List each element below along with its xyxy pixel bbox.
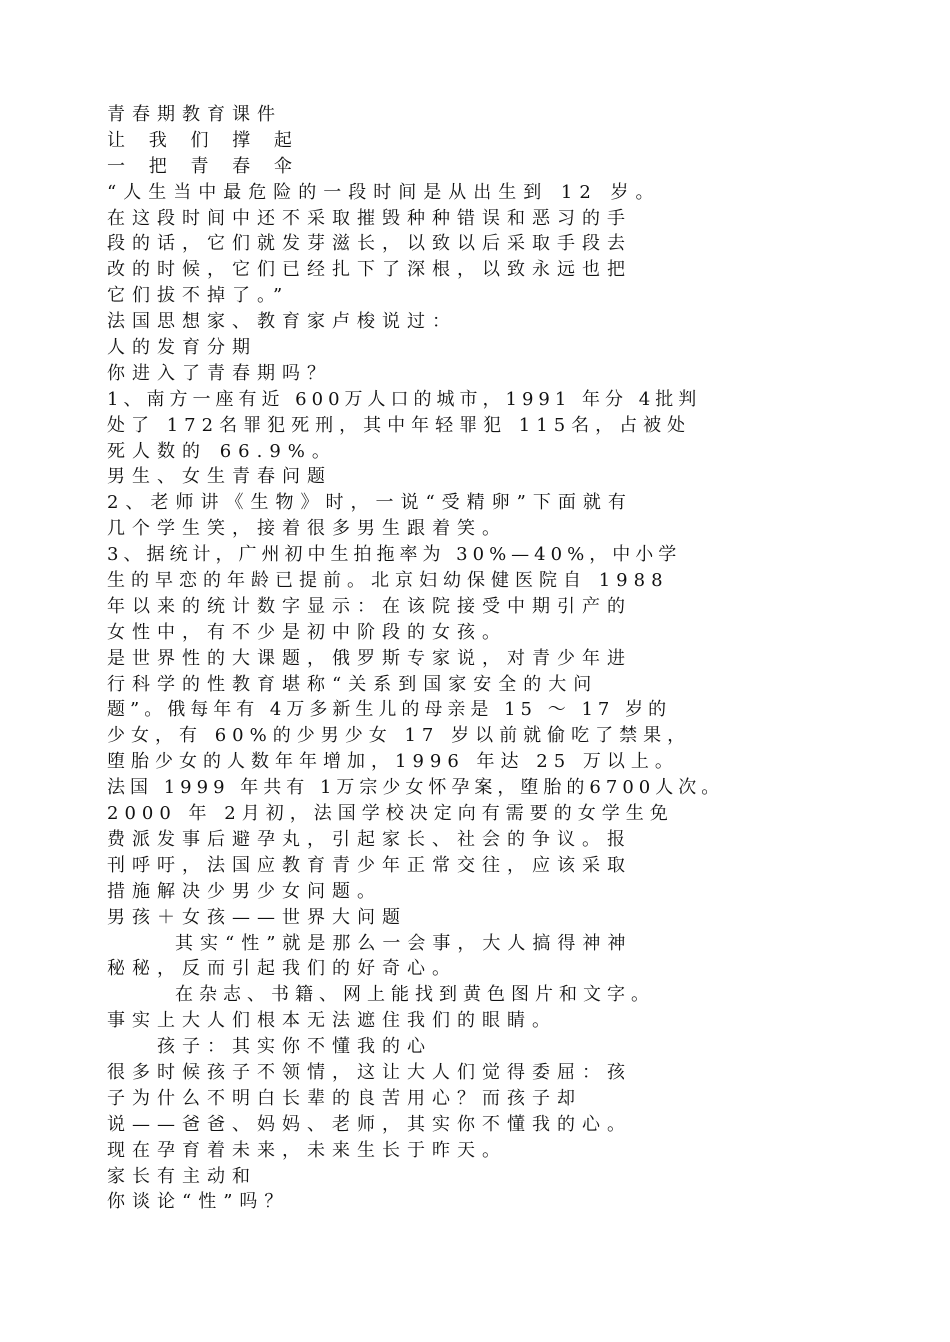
text-line: 女性中，有不少是初中阶段的女孩。	[107, 621, 507, 643]
heading-line: 孩子：其实你不懂我的心	[157, 1036, 432, 1058]
text-line: 2000 年 2月初，法国学校决定向有需要的女学生免	[107, 803, 674, 825]
text-line: 题”。俄每年有 4万多新生儿的母亲是 15 ～ 17 岁的	[107, 699, 672, 721]
text-line: 处了 172名罪犯死刑，其中年轻罪犯 115名，占被处	[107, 414, 692, 436]
text-line: 在杂志、书籍、网上能找到黄色图片和文字。	[175, 984, 655, 1006]
text-line: 很多时候孩子不领情，这让大人们觉得委屈：孩	[107, 1061, 632, 1083]
doc-title: 青春期教育课件	[107, 104, 282, 125]
text-line: 3、据统计，广州初中生拍拖率为 30%—40%，中小学	[107, 544, 682, 566]
text-line: “人生当中最危险的一段时间是从出生到 12 岁。	[107, 181, 661, 203]
text-line: 刊呼吁，法国应教育青少年正常交往，应该采取	[107, 854, 632, 876]
text-line: 在这段时间中还不采取摧毁种种错误和恶习的手	[107, 207, 632, 229]
text-line: 子为什么不明白长辈的良苦用心？而孩子却	[107, 1087, 582, 1109]
heading-line: 男孩＋女孩——世界大问题	[107, 906, 407, 928]
text-line: 事实上大人们根本无法遮住我们的眼睛。	[107, 1010, 557, 1032]
text-line: 你谈论“性”吗？	[107, 1191, 290, 1213]
text-line: 法国 1999 年共有 1万宗少女怀孕案，堕胎的6700人次。	[107, 777, 725, 799]
subtitle-line-1: 让 我 们 撑 起	[107, 129, 301, 151]
text-line: 几个学生笑，接着很多男生跟着笑。	[107, 518, 507, 540]
text-line: 1、南方一座有近 600万人口的城市，1991 年分 4批判	[107, 388, 702, 410]
document-body	[107, 102, 887, 1215]
text-line: 行科学的性教育堪称“关系到国家安全的大问	[107, 673, 599, 695]
text-line: 现在孕育着未来，未来生长于昨天。	[107, 1139, 507, 1161]
text-line: 费派发事后避孕丸，引起家长、社会的争议。报	[107, 828, 632, 850]
heading-line: 你进入了青春期吗？	[107, 362, 332, 384]
text-line: 秘秘，反而引起我们的好奇心。	[107, 958, 457, 980]
text-line: 家长有主动和	[107, 1165, 257, 1187]
text-line: 死人数的 66.9%。	[107, 440, 337, 462]
text-line: 其实“性”就是那么一会事，大人搞得神神	[175, 932, 633, 954]
text-line: 2、老师讲《生物》时，一说“受精卵”下面就有	[107, 492, 633, 514]
text-line: 年以来的统计数字显示：在该院接受中期引产的	[107, 595, 632, 617]
text-line: 它们拔不掉了。”	[107, 285, 290, 307]
text-line: 说——爸爸、妈妈、老师，其实你不懂我的心。	[107, 1113, 632, 1135]
text-line: 是世界性的大课题，俄罗斯专家说，对青少年进	[107, 647, 632, 669]
text-line: 法国思想家、教育家卢梭说过：	[107, 311, 457, 333]
subtitle-line-2: 一 把 青 春 伞	[107, 155, 301, 177]
text-line: 少女，有 60%的少男少女 17 岁以前就偷吃了禁果，	[107, 725, 692, 747]
text-line: 生的早恋的年龄已提前。北京妇幼保健医院自 1988	[107, 570, 669, 592]
text-line: 段的话，它们就发芽滋长，以致以后采取手段去	[107, 233, 632, 255]
heading-line: 男生、女生青春问题	[107, 466, 332, 488]
text-line: 改的时候，它们已经扎下了深根，以致永远也把	[107, 259, 632, 281]
text-line: 措施解决少男少女问题。	[107, 880, 382, 902]
text-line: 堕胎少女的人数年年增加，1996 年达 25 万以上。	[107, 751, 679, 773]
heading-line: 人的发育分期	[107, 337, 257, 359]
